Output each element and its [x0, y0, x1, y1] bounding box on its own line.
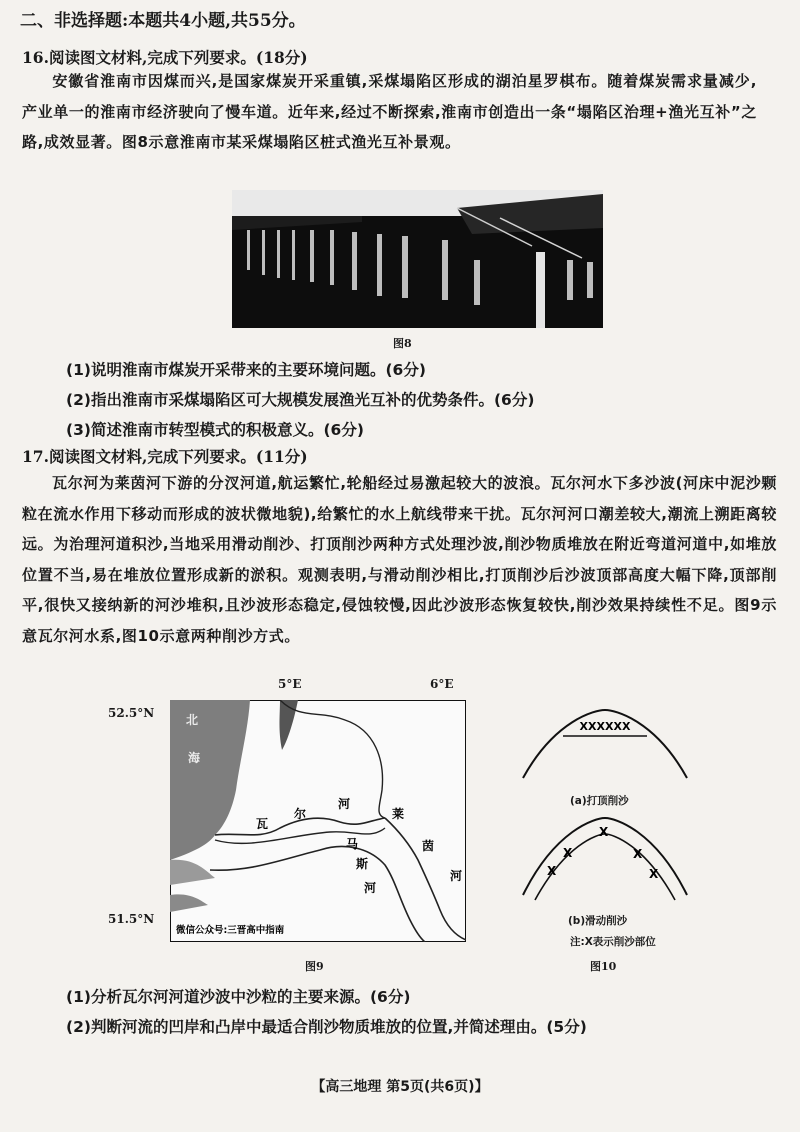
q17-sub2: (2)判断河流的凹岸和凸岸中最适合削沙物质堆放的位置,并简述理由。(5分): [66, 1018, 587, 1036]
waal-label-1: 瓦: [256, 817, 269, 831]
q16-sub3: (3)简述淮南市转型模式的积极意义。(6分): [66, 421, 364, 439]
section-title: 二、非选择题:本题共4小题,共55分。: [20, 11, 306, 31]
page-footer: 【高三地理 第5页(共6页)】: [311, 1079, 489, 1095]
waal-label-3: 河: [338, 797, 351, 811]
fig10-b-label: (b)滑动削沙: [568, 915, 628, 927]
lat-label-top: 52.5°N: [108, 706, 155, 720]
cut-marks-b: [547, 825, 659, 881]
lat-label-bottom: 51.5°N: [108, 912, 155, 926]
q17-paragraph: [22, 468, 777, 651]
q16-sub1: (1)说明淮南市煤炭开采带来的主要环境问题。(6分): [66, 361, 426, 379]
q17-paragraph-text: 瓦尔河为莱茵河下游的分汊河道,航运繁忙,轮船经过易激起较大的波浪。瓦尔河水下多沙波(河床中泥沙颗粒在流水作用下移动而形成的波状微地貌),给繁忙的水上航线带来干扰。瓦尔河河口潮差较大,潮流上溯距离较远。为治理河道积沙,当地采用滑动削沙、打顶削沙两种方式处理沙波,削沙物质堆放在附近弯道河道中,如堆放位置不当,易在堆放位置形成新的淤积。观测表明,与滑动削沙相比,打顶削沙后沙波顶部高度大幅下降,顶部削平,很快又接纳新的河沙堆积,且沙波形态稳定,侵蚀较慢,因此沙波形态恢复较快,削沙效果持续性不足。图9示意瓦尔河水系,图10示意两种削沙方式。: [22, 474, 777, 645]
lon-label-right: 6°E: [430, 677, 454, 691]
maas-label-2: 斯: [356, 857, 369, 871]
rhine-label-3: 河: [450, 869, 463, 883]
q16-paragraph: [22, 66, 757, 158]
cut-mark: X: [633, 847, 643, 861]
figure8-caption: 图8: [393, 337, 412, 350]
cut-mark: X: [649, 867, 659, 881]
fig10-a-label: (a)打顶削沙: [570, 795, 629, 807]
cut-marks-a: XXXXXX: [579, 720, 631, 733]
q17-sub1: (1)分析瓦尔河河道沙波中沙粒的主要来源。(6分): [66, 988, 411, 1006]
lon-label-left: 5°E: [278, 677, 302, 691]
cut-mark: X: [599, 825, 609, 839]
figure10-diagram: [515, 700, 695, 940]
figure8-photo: [232, 190, 603, 328]
q16-sub2: (2)指出淮南市采煤塌陷区可大规模发展渔光互补的优势条件。(6分): [66, 391, 535, 409]
q16-title: 16.阅读图文材料,完成下列要求。(18分): [22, 48, 308, 67]
q17-title: 17.阅读图文材料,完成下列要求。(11分): [22, 447, 308, 466]
rhine-label-2: 茵: [422, 839, 435, 853]
maas-label-3: 河: [364, 881, 377, 895]
rhine-label-1: 莱: [392, 807, 405, 821]
figure9-caption: 图9: [305, 960, 324, 973]
cut-mark: X: [563, 846, 573, 860]
figure10-caption: 图10: [590, 960, 617, 973]
figure9-map: [170, 700, 466, 942]
map-watermark: 微信公众号:三晋高中指南: [176, 925, 285, 936]
waal-label-2: 尔: [294, 807, 307, 821]
sea-label-2: 海: [188, 751, 201, 765]
cut-mark: X: [547, 864, 557, 878]
fig10-note: 注:X表示削沙部位: [570, 936, 656, 948]
sea-label-1: 北: [186, 713, 199, 727]
q16-paragraph-text: 安徽省淮南市因煤而兴,是国家煤炭开采重镇,采煤塌陷区形成的湖泊星罗棋布。随着煤炭需求量减少,产业单一的淮南市经济驶向了慢车道。近年来,经过不断探索,淮南市创造出一条“塌陷区治理+渔光互补”之路,成效显著。图8示意淮南市某采煤塌陷区桩式渔光互补景观。: [22, 72, 757, 151]
maas-label-1: 马: [346, 837, 359, 851]
